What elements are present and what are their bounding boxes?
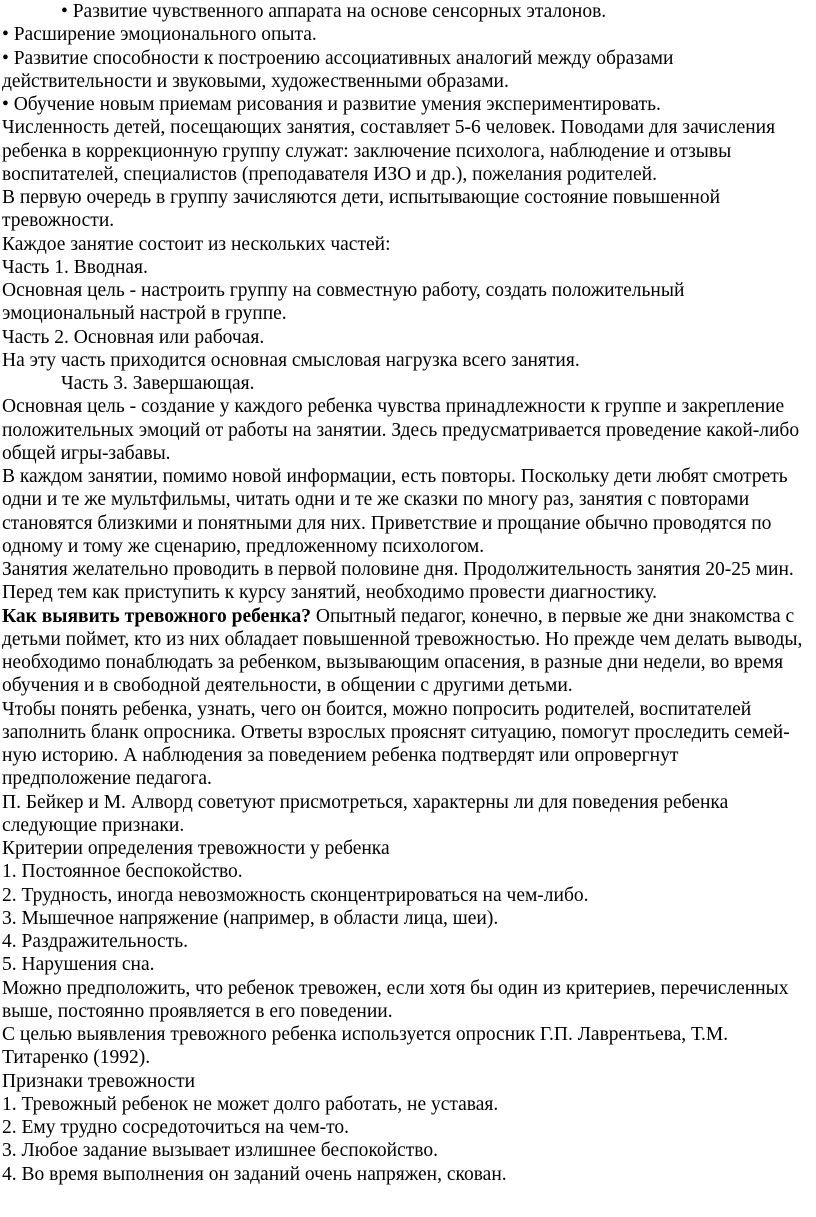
part-3-title: Часть 3. Завершающая. bbox=[61, 373, 255, 394]
paragraph-repetitions: В каждом занятии, помимо новой информации, есть повторы. Поскольку дети любят смотреть одни и те же мультфильмы, читать одни и те же сказки по многу раз, занятия с повторами становятся близкими и понятными для них. Приветствие и прощание обычно проводятся по одному и тому же сценарию, предложенному психологом. bbox=[2, 466, 788, 557]
question-body: Опытный педагог, конечно, в первые же дни знакомства с детьми поймет, кто из них обладает повышенной тревожностью. Но прежде чем делать выводы, необходимо понаблюдать за ребенком, вызывающим опасения, в разные дни недели, во время обучения и в свободной деятельности, в общении с другими детьми. bbox=[2, 605, 803, 697]
signs-item: 3. Любое задание вызывает излишнее беспокойство. bbox=[2, 1140, 438, 1162]
paragraph-lavrentyeva: С целью выявления тревожного ребенка используется опросник Г.П. Лаврентьева, Т.М. Титаренко (1992). bbox=[2, 1024, 729, 1069]
part-2-title: Часть 2. Основная или рабочая. bbox=[2, 326, 265, 348]
paragraph-priority: В первую очередь в группу зачисляются дети, испытывающие состояние повышенной тревожности. bbox=[2, 187, 721, 232]
paragraph-assumption: Можно предположить, что ребенок тревожен, если хотя бы один из критериев, перечисленных выше, постоянно проявляется в его поведении. bbox=[2, 977, 789, 1022]
part-2-description: На эту часть приходится основная смысловая нагрузка всего занятия. bbox=[2, 349, 580, 371]
bullet-emotional: • Расширение эмоционального опыта. bbox=[2, 24, 317, 46]
criteria-item: 1. Постоянное беспокойство. bbox=[2, 861, 243, 883]
part-1-goal: Основная цель - настроить группу на совместную работу, создать положительный эмоциональный настрой в группе. bbox=[2, 280, 685, 325]
bullet-drawing: • Обучение новым приемам рисования и развитие умения экспериментировать. bbox=[2, 94, 661, 115]
part-3-goal: Основная цель - создание у каждого ребенка чувства принадлежности к группе и закрепление положительных эмоций от работы на занятии. Здесь предусматривается проведение какой-либо общей игры-забавы. bbox=[2, 396, 800, 464]
signs-item: 2. Ему трудно сосредоточиться на чем-то. bbox=[2, 1117, 350, 1138]
paragraph-parts-intro: Каждое занятие состоит из нескольких частей: bbox=[2, 233, 391, 255]
paragraph-questionnaire: Чтобы понять ребенка, узнать, чего он боится, можно попросить родителей, воспитателей заполнить бланк опросника. Ответы взрослых прояснят ситуацию, помогут проследить семей- ную историю. А наблюдения за поведением ребенка подтвердят или опровергнут предположение педагога. bbox=[2, 698, 790, 790]
signs-heading: Признаки тревожности bbox=[2, 1070, 196, 1092]
criteria-item: 5. Нарушения сна. bbox=[2, 954, 155, 976]
signs-item: 4. Во время выполнения он заданий очень напряжен, скован. bbox=[2, 1163, 507, 1185]
question-heading: Как выявить тревожного ребенка? bbox=[2, 605, 312, 627]
paragraph-group-size: Численность детей, посещающих занятия, составляет 5-6 человек. Поводами для зачисления ребенка в коррекционную группу служат: заключение психолога, наблюдение и отзывы воспитателей, специалистов (преподавателя ИЗО и др.), пожелания родителей. bbox=[2, 117, 776, 185]
paragraph-timing: Занятия желательно проводить в первой половине дня. Продолжительность занятия 20-25 мин. bbox=[2, 559, 794, 580]
criteria-item: 2. Трудность, иногда невозможность сконцентрироваться на чем-либо. bbox=[2, 884, 589, 906]
paragraph-how-to-identify bbox=[2, 605, 812, 698]
criteria-item: 4. Раздражительность. bbox=[2, 931, 189, 952]
criteria-heading: Критерии определения тревожности у ребенка bbox=[2, 838, 390, 859]
paragraph-diagnostics: Перед тем как приступить к курсу занятий, необходимо провести диагностику. bbox=[2, 582, 658, 604]
criteria-item: 3. Мышечное напряжение (например, в области лица, шеи). bbox=[2, 907, 499, 929]
bullet-associative: • Развитие способности к построению ассоциативных аналогий между образами действительности и звуковыми, художественными образами. bbox=[2, 47, 674, 92]
signs-item: 1. Тревожный ребенок не может долго работать, не уставая. bbox=[2, 1093, 499, 1115]
bullet-sensory: • Развитие чувственного аппарата на основе сенсорных эталонов. bbox=[61, 1, 607, 22]
paragraph-baker-alvord: П. Бейкер и М. Алворд советуют присмотреться, характерны ли для поведения ребенка следующие признаки. bbox=[2, 791, 729, 836]
part-1-title: Часть 1. Вводная. bbox=[2, 256, 148, 278]
